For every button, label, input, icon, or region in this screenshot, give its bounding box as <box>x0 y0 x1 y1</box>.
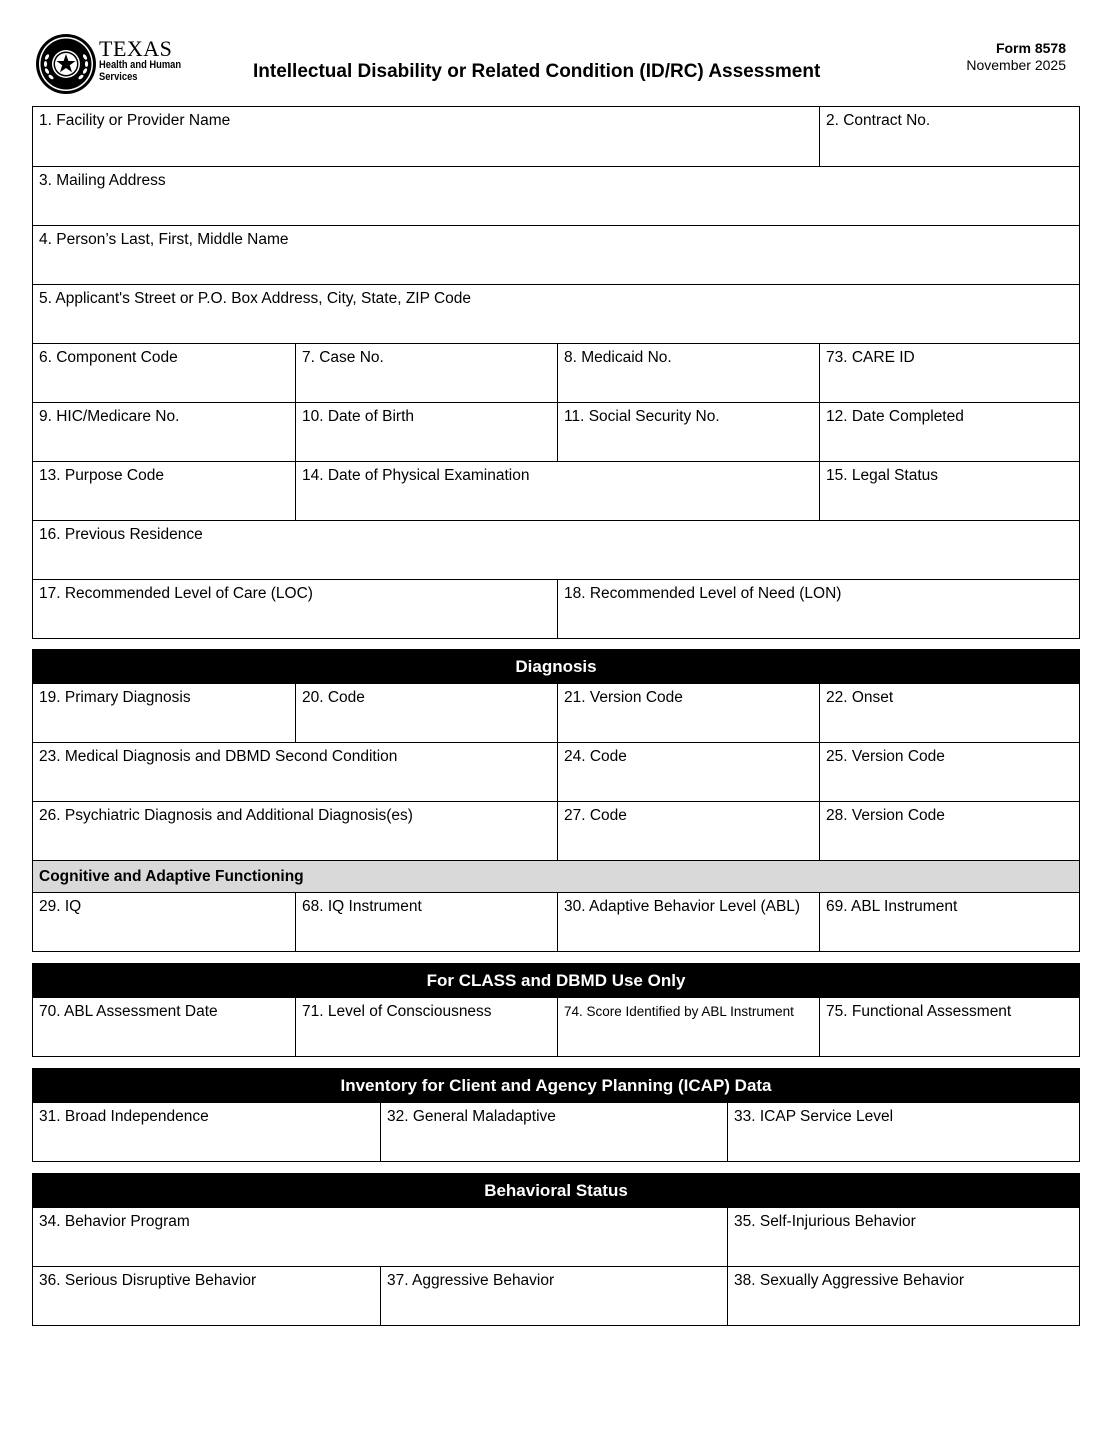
medical-diagnosis-field[interactable]: 23. Medical Diagnosis and DBMD Second Condition <box>39 748 398 765</box>
level-of-consciousness-field[interactable]: 71. Level of Consciousness <box>295 998 557 1056</box>
form-date: November 2025 <box>966 57 1066 73</box>
form-row <box>33 520 1079 579</box>
iq-instrument-field[interactable]: 68. IQ Instrument <box>295 893 557 951</box>
functional-assessment-field[interactable]: 75. Functional Assessment <box>819 998 1079 1056</box>
form-row <box>33 1266 1079 1325</box>
general-info-section <box>32 106 1080 639</box>
diagnosis-section <box>32 649 1080 952</box>
behavioral-status-section <box>32 1173 1080 1326</box>
form-row <box>33 892 1079 951</box>
primary-version-code-field[interactable]: 21. Version Code <box>557 684 819 742</box>
class-dbmd-heading: For CLASS and DBMD Use Only <box>33 964 1079 997</box>
form-row <box>33 284 1079 343</box>
icap-heading: Inventory for Client and Agency Planning (ICAP) Data <box>33 1069 1079 1102</box>
medicaid-no-field[interactable]: 8. Medicaid No. <box>557 344 819 402</box>
form-row <box>33 1102 1079 1161</box>
facility-name-field[interactable]: 1. Facility or Provider Name <box>39 112 231 129</box>
texas-seal-icon <box>35 33 97 95</box>
date-of-birth-field[interactable]: 10. Date of Birth <box>295 403 557 461</box>
form-row <box>33 402 1079 461</box>
purpose-code-field[interactable]: 13. Purpose Code <box>39 467 164 484</box>
hhs-logo <box>35 33 195 95</box>
cognitive-adaptive-subheading: Cognitive and Adaptive Functioning <box>33 860 1079 892</box>
form-meta <box>966 40 1066 74</box>
logo-texas-text: TEXAS <box>99 36 173 61</box>
general-maladaptive-field[interactable]: 32. General Maladaptive <box>380 1103 727 1161</box>
case-no-field[interactable]: 7. Case No. <box>295 344 557 402</box>
care-id-field[interactable]: 73. CARE ID <box>819 344 1079 402</box>
broad-independence-field[interactable]: 31. Broad Independence <box>39 1108 209 1125</box>
recommended-loc-field[interactable]: 17. Recommended Level of Care (LOC) <box>39 585 313 602</box>
date-completed-field[interactable]: 12. Date Completed <box>819 403 1079 461</box>
component-code-field[interactable]: 6. Component Code <box>39 349 178 366</box>
self-injurious-behavior-field[interactable]: 35. Self-Injurious Behavior <box>727 1208 1079 1266</box>
psychiatric-version-code-field[interactable]: 28. Version Code <box>819 802 1079 860</box>
contract-no-field[interactable]: 2. Contract No. <box>819 107 1079 166</box>
serious-disruptive-behavior-field[interactable]: 36. Serious Disruptive Behavior <box>39 1272 257 1289</box>
class-dbmd-section <box>32 963 1080 1057</box>
form-row <box>33 997 1079 1056</box>
primary-code-field[interactable]: 20. Code <box>295 684 557 742</box>
form-row <box>33 1207 1079 1266</box>
applicant-address-field[interactable]: 5. Applicant's Street or P.O. Box Address, City, State, ZIP Code <box>39 290 472 307</box>
aggressive-behavior-field[interactable]: 37. Aggressive Behavior <box>380 1267 727 1325</box>
abl-field[interactable]: 30. Adaptive Behavior Level (ABL) <box>557 893 819 951</box>
form-row <box>33 166 1079 225</box>
icap-section <box>32 1068 1080 1162</box>
form-row <box>33 579 1079 638</box>
form-number: Form 8578 <box>995 40 1066 56</box>
person-name-field[interactable]: 4. Person’s Last, First, Middle Name <box>39 231 289 248</box>
sexually-aggressive-behavior-field[interactable]: 38. Sexually Aggressive Behavior <box>727 1267 1079 1325</box>
page-header <box>0 0 1113 106</box>
form-row <box>33 107 1079 166</box>
behavior-program-field[interactable]: 34. Behavior Program <box>39 1213 190 1230</box>
diagnosis-heading: Diagnosis <box>33 650 1079 683</box>
physical-exam-date-field[interactable]: 14. Date of Physical Examination <box>295 462 819 520</box>
form-row <box>33 683 1079 742</box>
form-row <box>33 742 1079 801</box>
medical-code-field[interactable]: 24. Code <box>557 743 819 801</box>
onset-field[interactable]: 22. Onset <box>819 684 1079 742</box>
form-row <box>33 343 1079 402</box>
legal-status-field[interactable]: 15. Legal Status <box>819 462 1079 520</box>
logo-hhs-line1: Health and Human <box>99 59 182 71</box>
primary-diagnosis-field[interactable]: 19. Primary Diagnosis <box>39 689 191 706</box>
form-row <box>33 461 1079 520</box>
page-title: Intellectual Disability or Related Condition (ID/RC) Assessment <box>253 61 821 82</box>
psychiatric-code-field[interactable]: 27. Code <box>557 802 819 860</box>
abl-score-field[interactable]: 74. Score Identified by ABL Instrument <box>557 998 819 1056</box>
previous-residence-field[interactable]: 16. Previous Residence <box>39 526 203 543</box>
behavioral-status-heading: Behavioral Status <box>33 1174 1079 1207</box>
abl-assessment-date-field[interactable]: 70. ABL Assessment Date <box>39 1003 218 1020</box>
ssn-field[interactable]: 11. Social Security No. <box>557 403 819 461</box>
abl-instrument-field[interactable]: 69. ABL Instrument <box>819 893 1079 951</box>
psychiatric-diagnosis-field[interactable]: 26. Psychiatric Diagnosis and Additional Diagnosis(es) <box>39 807 413 824</box>
medical-version-code-field[interactable]: 25. Version Code <box>819 743 1079 801</box>
icap-service-level-field[interactable]: 33. ICAP Service Level <box>727 1103 1079 1161</box>
form-row <box>33 225 1079 284</box>
form-row <box>33 801 1079 860</box>
recommended-lon-field[interactable]: 18. Recommended Level of Need (LON) <box>557 580 1079 638</box>
iq-field[interactable]: 29. IQ <box>39 898 82 915</box>
mailing-address-field[interactable]: 3. Mailing Address <box>39 172 166 189</box>
logo-hhs-line2: Services <box>99 71 138 83</box>
medicare-no-field[interactable]: 9. HIC/Medicare No. <box>39 408 180 425</box>
